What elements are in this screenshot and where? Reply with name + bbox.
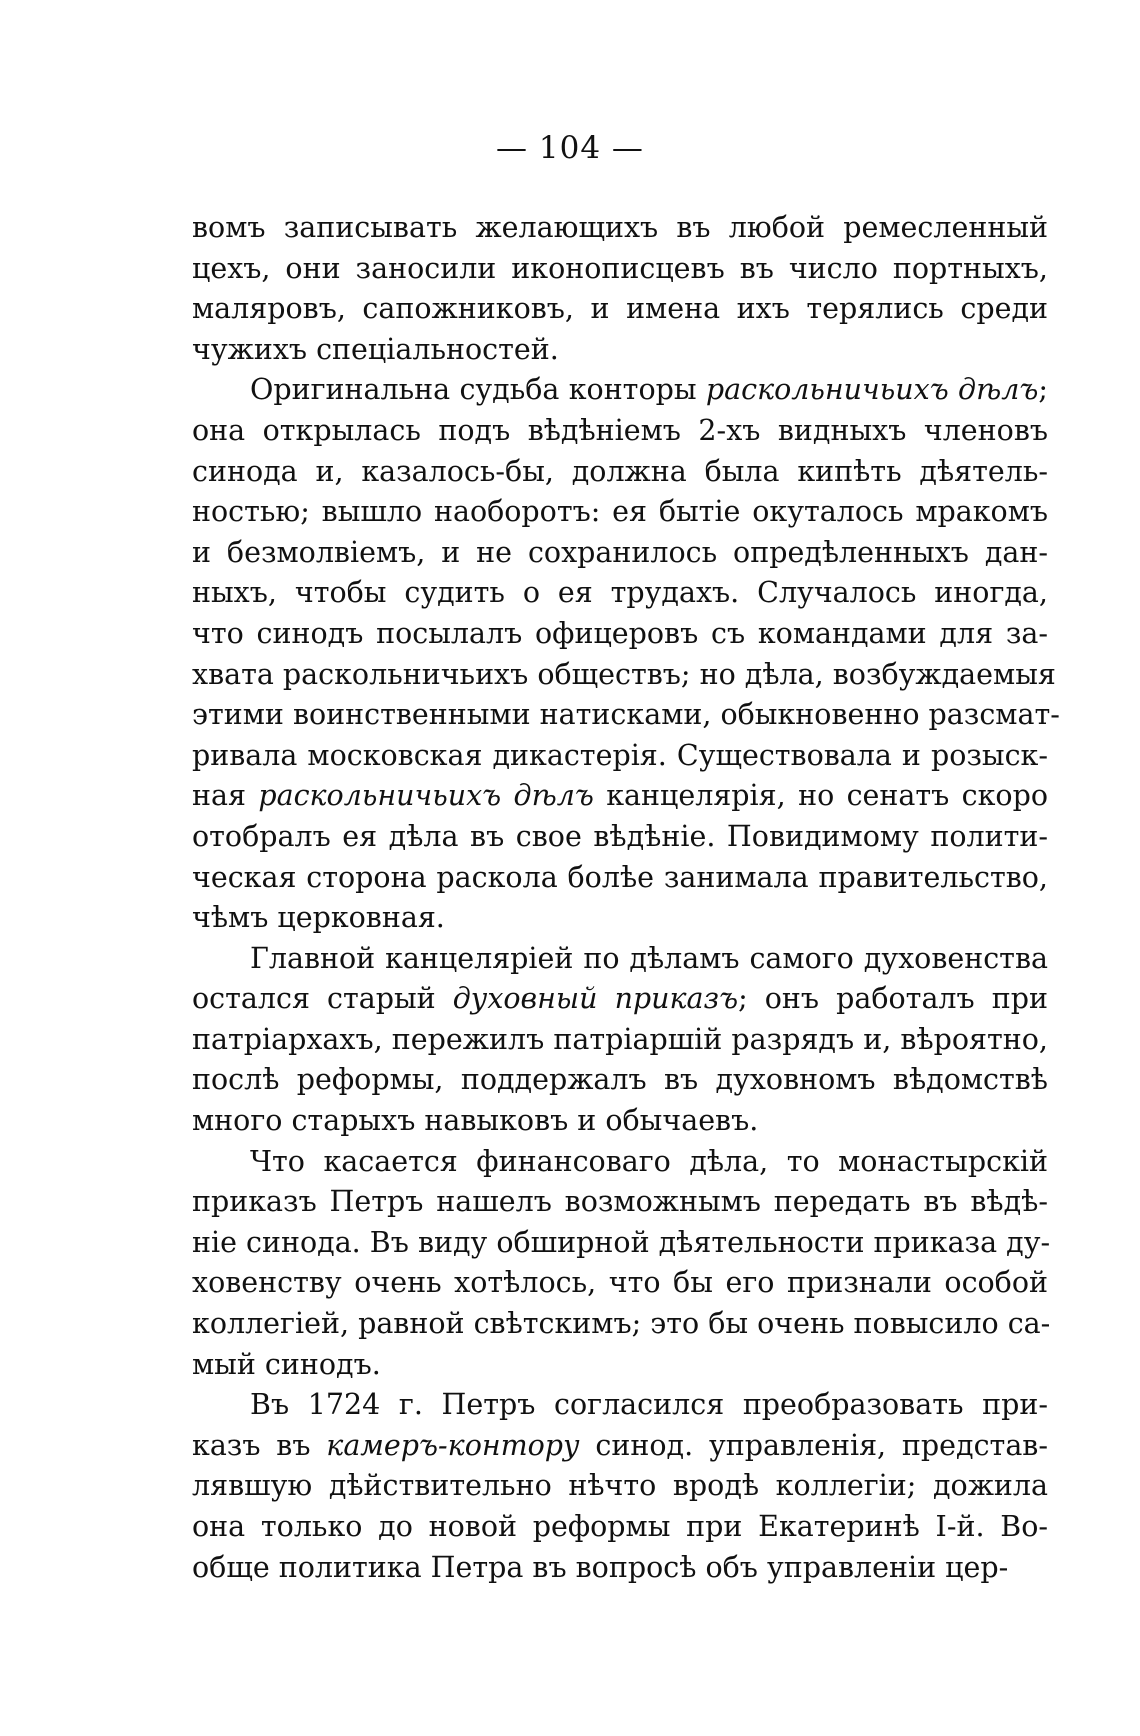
text-line: маляровъ, сапожниковъ, и имена ихъ терялись среди: [192, 292, 1048, 326]
text-line: ныхъ, чтобы судить о ея трудахъ. Случалось иногда,: [192, 576, 1048, 610]
paragraph: [192, 208, 1048, 370]
paragraph: [192, 1142, 1051, 1386]
text-line: вомъ записывать желающихъ въ любой ремесленный: [192, 211, 1048, 244]
text-line: ривала московская дикастерiя. Существовала и розыск-: [192, 738, 1048, 772]
text-line: ховенству очень хотѣлось, что бы его признали особой: [192, 1266, 1048, 1300]
text-line: ческая сторона раскола болѣе занимала правительство,: [192, 860, 1048, 894]
text-line: она только до новой реформы при Екатеринѣ I-й. Во-: [192, 1510, 1048, 1543]
page-number: — 104 —: [496, 130, 644, 166]
text-line: нiе синода. Въ виду обширной дѣятельности приказа ду-: [192, 1225, 1051, 1259]
text-line: много старыхъ навыковъ и обычаевъ.: [192, 1104, 759, 1138]
text-line: цехъ, они заносили иконописцевъ въ число портныхъ,: [192, 251, 1048, 285]
text-line: Что касается финансоваго дѣла, то монастырскiй: [250, 1144, 1048, 1178]
text-line: лявшую дѣйствительно нѣчто вродѣ коллегiи; дожила: [192, 1469, 1048, 1503]
text-line: обще политика Петра въ вопросѣ объ управленiи цер-: [192, 1550, 1009, 1584]
paragraph: [192, 1385, 1048, 1588]
text-line: послѣ реформы, поддержалъ въ духовномъ вѣдомствѣ: [192, 1063, 1048, 1097]
text-line: приказъ Петръ нашелъ возможнымъ передать въ вѣдѣ-: [192, 1185, 1048, 1219]
text-line: и безмолвiемъ, и не сохранилось опредѣленныхъ дан-: [192, 535, 1048, 569]
text-line: чужихъ спецiальностей.: [192, 332, 559, 366]
text-line: мый синодъ.: [192, 1347, 381, 1381]
paragraph: [192, 939, 1048, 1142]
text-line: Главной канцелярiей по дѣламъ самого духовенства: [250, 941, 1048, 975]
text-line: коллегiей, равной свѣтскимъ; это бы очень повысило са-: [192, 1307, 1051, 1341]
text-line: хвата раскольничьихъ обществъ; но дѣла, возбуждаемыя: [192, 657, 1056, 691]
text-line: остался старый духовный приказъ; онъ работалъ при: [192, 982, 1048, 1016]
paragraph: [192, 370, 1060, 938]
text-line: ная раскольничьихъ дѣлъ канцелярiя, но сенатъ скоро: [192, 779, 1048, 813]
text-line: патрiархахъ, пережилъ патрiаршiй разрядъ и, вѣроятно,: [192, 1022, 1048, 1056]
text-line: Въ 1724 г. Петръ согласился преобразовать при-: [250, 1388, 1048, 1422]
body-text: [192, 208, 1060, 1588]
text-line: что синодъ посылалъ офицеровъ съ командами для за-: [192, 616, 1048, 650]
text-line: ностью; вышло наоборотъ: ея бытiе окуталось мракомъ: [192, 495, 1048, 529]
text-line: синода и, казалось-бы, должна была кипѣть дѣятель-: [192, 454, 1048, 488]
text-line: Оригинальна судьба конторы раскольничьихъ дѣлъ;: [250, 373, 1048, 407]
text-line: этими воинственными натисками, обыкновенно разсмат-: [192, 698, 1060, 732]
text-line: чѣмъ церковная.: [192, 901, 445, 935]
text-line: она открылась подъ вѣдѣнiемъ 2-хъ видныхъ членовъ: [192, 413, 1048, 447]
text-line: отобралъ ея дѣла въ свое вѣдѣнiе. Повидимому полити-: [192, 819, 1048, 853]
text-line: казъ въ камеръ-контору синод. управленiя, представ-: [192, 1428, 1048, 1462]
